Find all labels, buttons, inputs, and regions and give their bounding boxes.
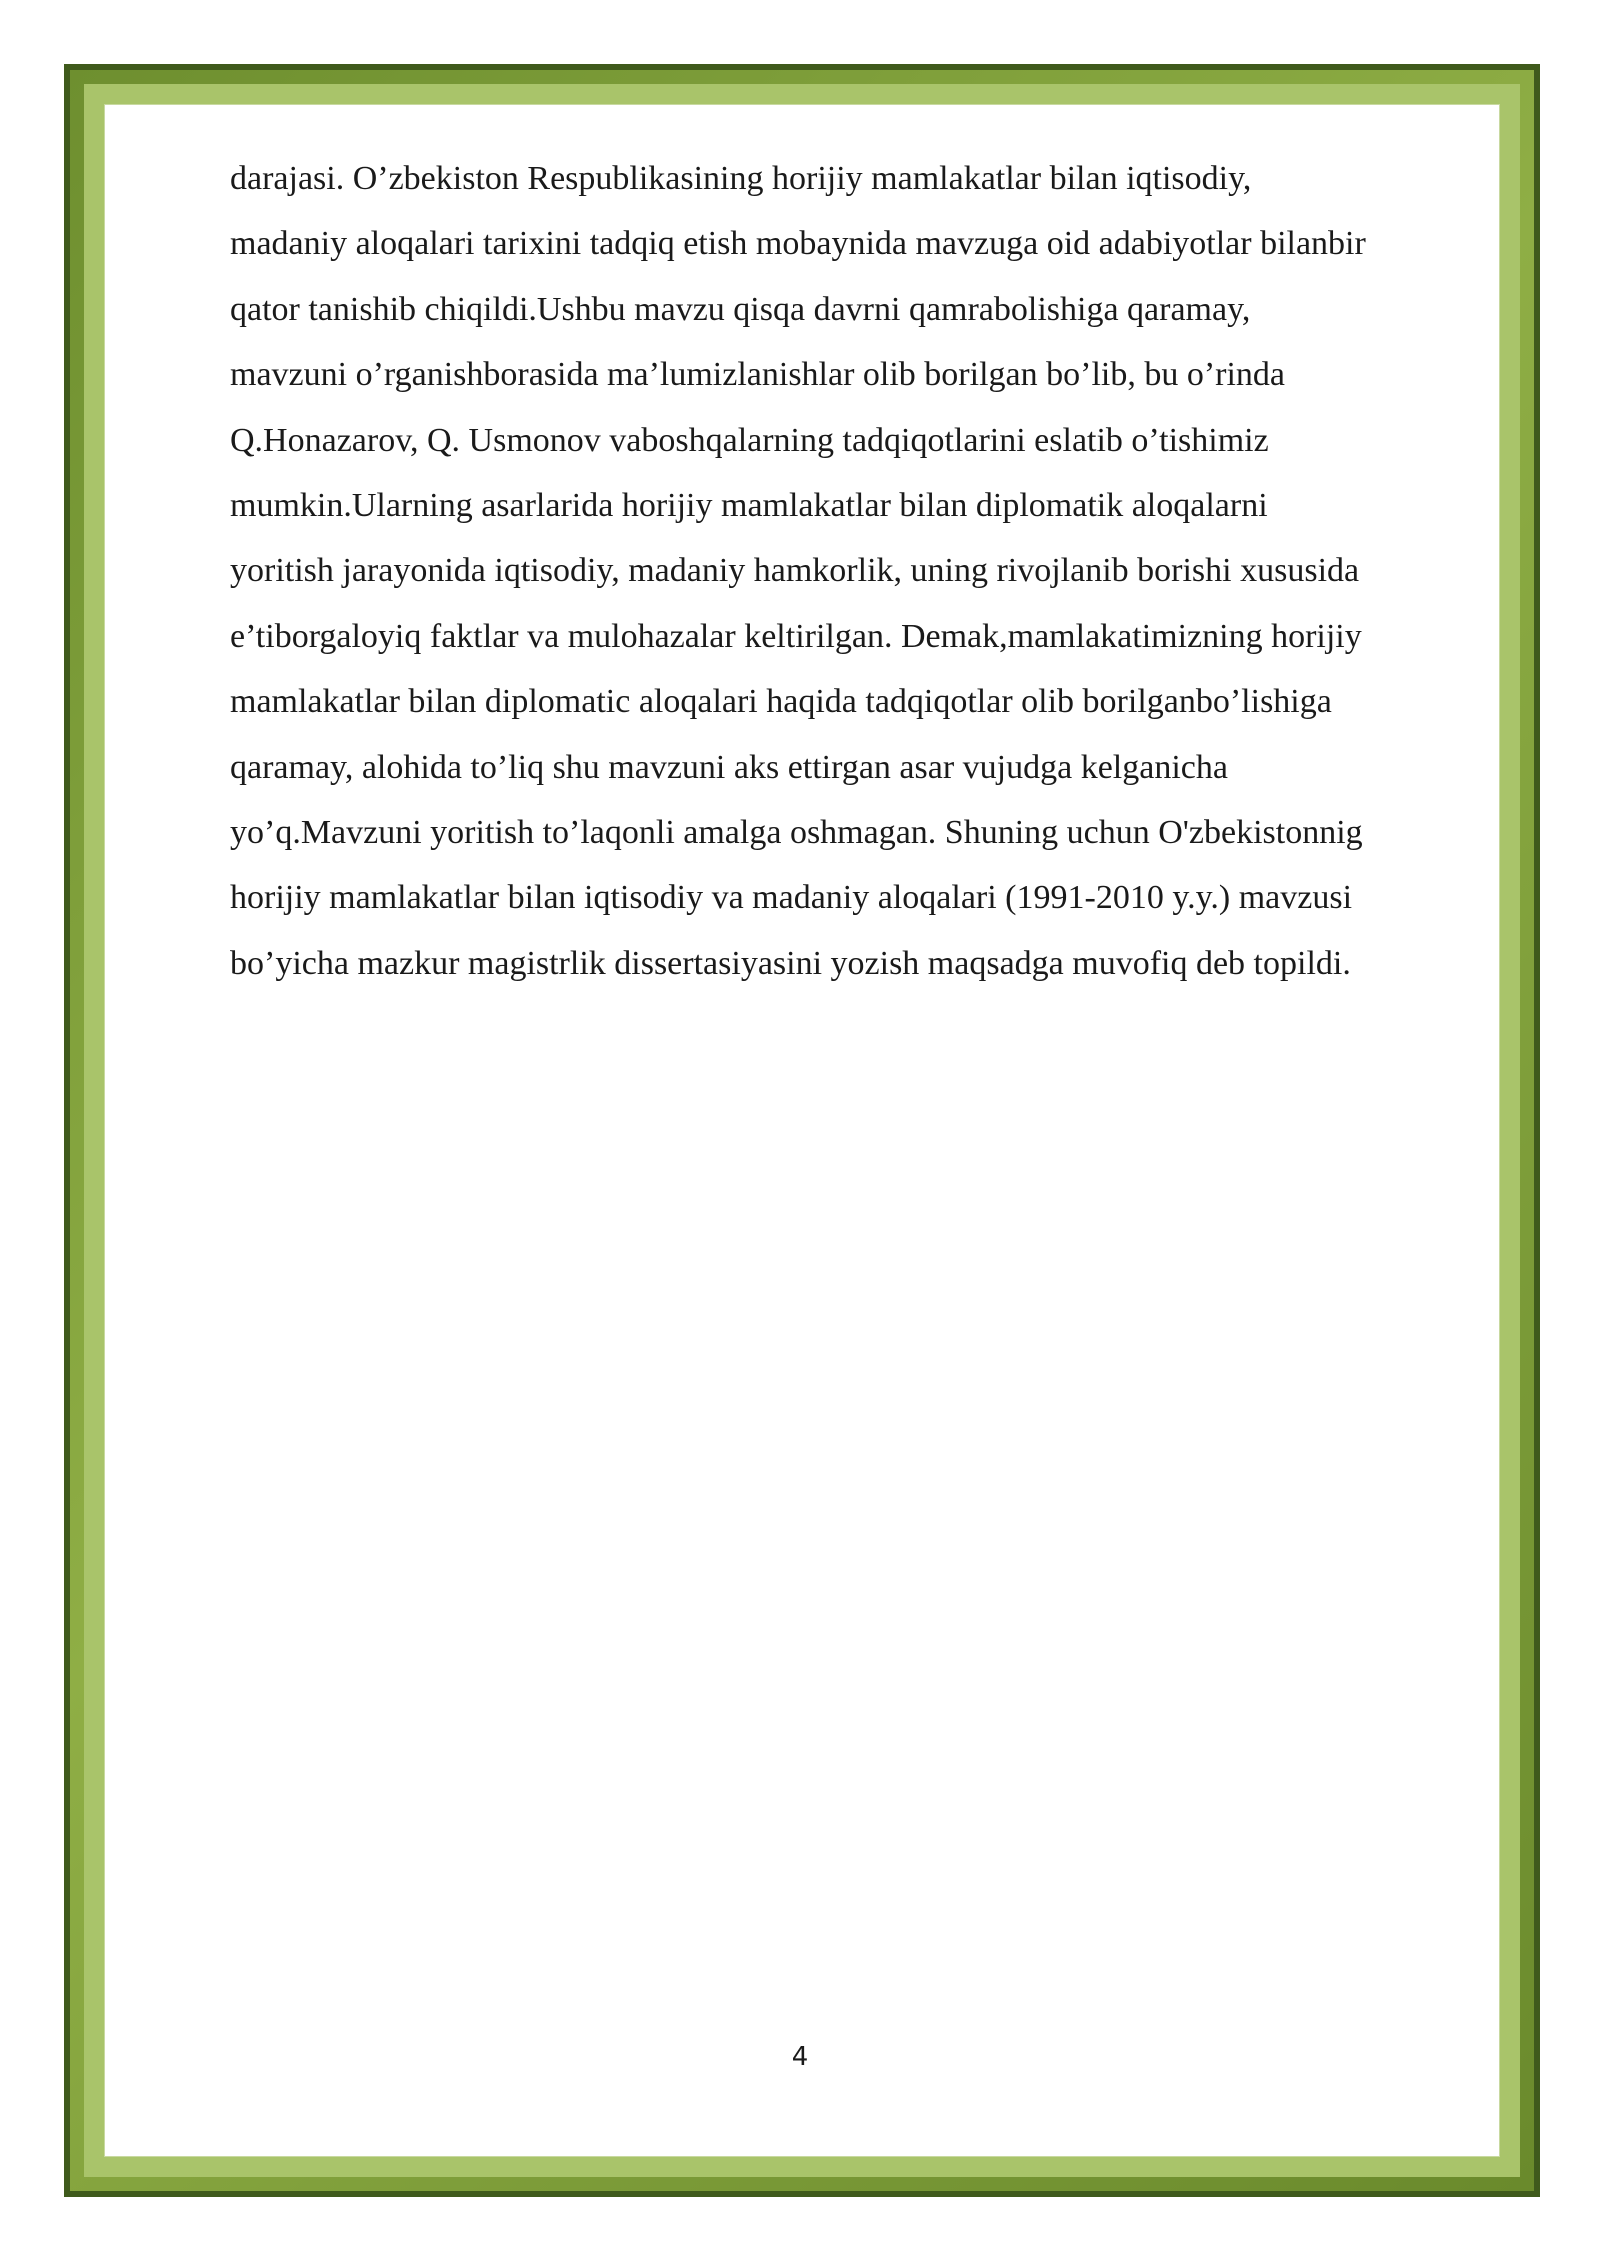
paragraph-line: e’tiborgaloyiq faktlar va mulohazalar keltirilgan. Demak,mamlakatimizning horijiy <box>230 617 1362 655</box>
paragraph-line: madaniy aloqalari tarixini tadqiq etish mobaynida mavzuga oid adabiyotlar bilanbir <box>230 225 1366 263</box>
paragraph-line: bo’yicha mazkur magistrlik dissertasiyasini yozish maqsadga muvofiq deb topildi. <box>230 944 1351 982</box>
paragraph-line: yoritish jarayonida iqtisodiy, madaniy hamkorlik, uning rivojlanib borishi xususida <box>230 552 1360 590</box>
paragraph-line: Q.Honazarov, Q. Usmonov vaboshqalarning tadqiqotlarini eslatib o’tishimiz <box>230 421 1269 459</box>
paragraph-line: qator tanishib chiqildi.Ushbu mavzu qisqa davrni qamrabolishiga qaramay, <box>230 290 1251 328</box>
paragraph-line: darajasi. O’zbekiston Respublikasining horijiy mamlakatlar bilan iqtisodiy, <box>230 160 1252 197</box>
paragraph-line: mavzuni o’rganishborasida ma’lumizlanishlar olib borilgan bo’lib, bu o’rinda <box>230 356 1286 394</box>
paragraph-line: qaramay, alohida to’liq shu mavzuni aks ettirgan asar vujudga kelganicha <box>230 748 1228 786</box>
page-number: 4 <box>791 2042 809 2072</box>
paragraph-line: horijiy mamlakatlar bilan iqtisodiy va madaniy aloqalari (1991-2010 y.y.) mavzusi <box>230 879 1353 917</box>
paragraph-line: mamlakatlar bilan diplomatic aloqalari haqida tadqiqotlar olib borilganbo’lishiga <box>230 683 1332 721</box>
paragraph-line: mumkin.Ularning asarlarida horijiy mamlakatlar bilan diplomatik aloqalarni <box>230 487 1268 525</box>
body-paragraph <box>230 146 1505 996</box>
paragraph-line: yo’q.Mavzuni yoritish to’laqonli amalga oshmagan. Shuning uchun O'zbekistonnig <box>230 814 1363 852</box>
